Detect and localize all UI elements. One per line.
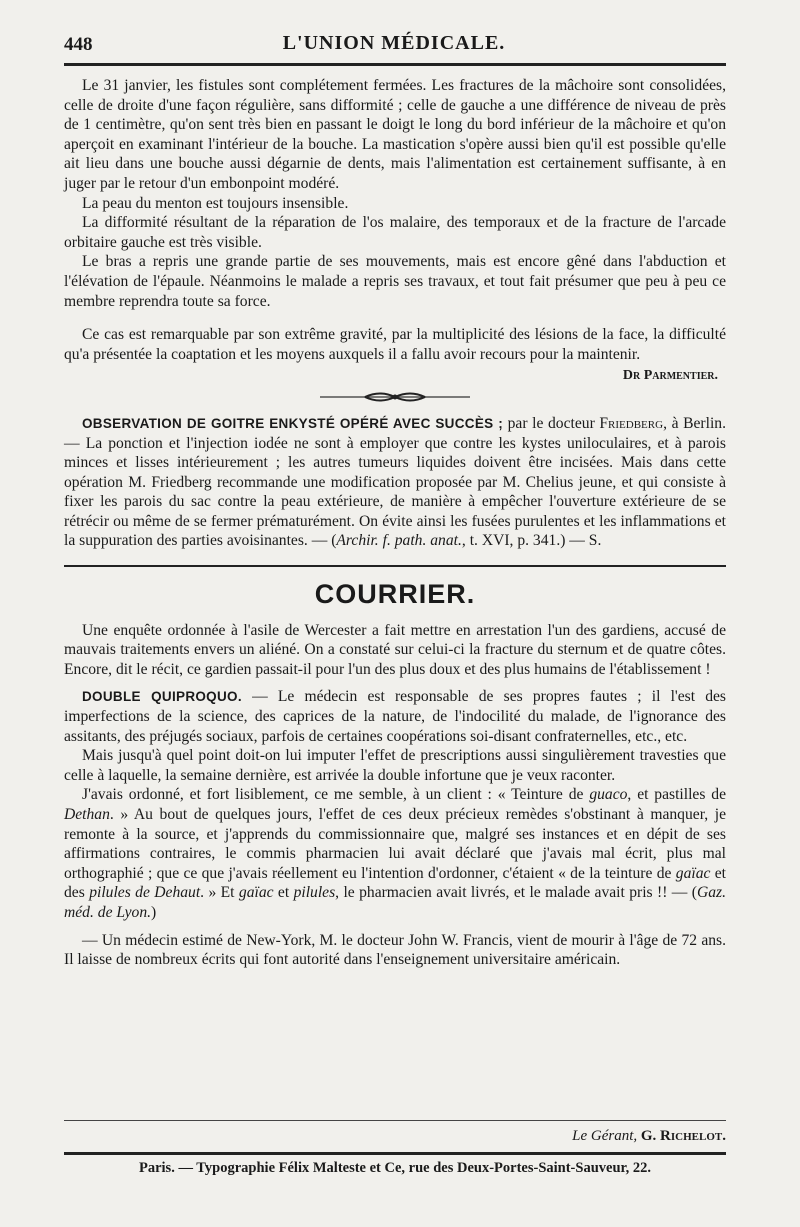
printer-imprint: Paris. — Typographie Félix Malteste et Ce, rue des Deux-Portes-Saint-Sauveur, 22.	[138, 1160, 651, 1176]
gerant-signature: Le Gérant, G. Richelot.	[572, 1128, 726, 1144]
section-title: COURRIER.	[314, 579, 476, 610]
author-signature: Dr Parmentier.	[622, 368, 718, 384]
observation-source: Archir. f. path. anat.	[336, 532, 462, 550]
observation-paragraph: OBSERVATION DE GOITRE ENKYSTÉ OPÉRÉ AVEC SUCCÈS ; par le docteur Friedberg, à Berlin. — La ponction et l'injection iodée ne sont à employer que contre les kystes uniloculaires, et à parois minces et lisses intérieurement ; les autres tumeurs liquides doivent être incisées. Mais dans cette opération M. Friedberg recommande une modification proposée par M. Chelius jeune, et qui consiste à fixer les parois du sac contre la peau extérieure, de manière à empêcher l'ouverture extérieure de se rétrécir ou même de se fermer prématurément. On évite ainsi les fusées purulentes et les inflammations et la suppuration des parties avoisinantes. — (Archir. f. path. anat., t. XVI, p. 341.) — S.	[64, 414, 726, 550]
courrier-paragraph-2: DOUBLE QUIPROQUO. — Le médecin est responsable de ses propres fautes ; il l'est des imperfections de la science, des caprices de la nature, de l'indocilité du malade, de l'ignorance des assitants, des préjugés sociaux, parfois de certaines coopérations soi-disant confraternelles, etc., etc.	[64, 688, 727, 745]
case-paragraph-2: La peau du menton est toujours insensible.	[82, 194, 349, 212]
observation-author: Friedberg	[599, 414, 664, 432]
journal-title: L'UNION MÉDICALE.	[282, 32, 506, 54]
courrier-paragraph-4: J'avais ordonné, et fort lisiblement, ce me semble, à un client : « Teinture de guaco, et pastilles de Dethan. » Au bout de quelques jours, l'effet de ces deux précieux remèdes s'obstinant à manquer, je remonte à la source, et j'apprends du commissionnaire que, malgré ses instances et en dépit de ses affirmations contraires, le commis pharmacien lui avait déclaré que j'avais mal écrit, plus mal orthographié ; que ce que j'avais réellement eu l'intention d'ordonner, c'étaient « de la teinture de gaïac et des pilules de Dehaut. » Et gaïac et pilules, le pharmacien avait livrés, et le malade avait pris !! — (Gaz. méd. de Lyon.)	[64, 786, 727, 921]
case-paragraph-5: Ce cas est remarquable par son extrême gravité, par la multiplicité des lésions de la face, la difficulté qu'a présentée la coaptation et les moyens auxquels il a fallu avoir recours pour la maintenir.	[64, 326, 726, 363]
page-number: 448	[64, 34, 93, 55]
case-paragraph-4: Le bras a repris une grande partie de ses mouvements, mais est encore gêné dans l'abduction et l'élévation de l'épaule. Néanmoins le malade a repris ses travaux, et tout fait présumer que peu à peu ce membre reprendra toute sa force.	[64, 253, 726, 310]
case-paragraph-3: La difformité résultant de la réparation de l'os malaire, des temporaux et de la fracture de l'arcade orbitaire gauche est très visible.	[64, 214, 726, 251]
quiproquo-title: DOUBLE QUIPROQUO.	[82, 689, 242, 705]
courrier-paragraph-1: Une enquête ordonnée à l'asile de Wercester a fait mettre en arrestation l'un des gardiens, accusé de mauvais traitements envers un aliéné. On a constaté sur celui-ci la fracture du sternum et de quatre côtes. Encore, dit le récit, ce gardien passait-il pour l'un des plus doux et des plus humains de l'établissement !	[64, 621, 726, 678]
header-rule	[64, 63, 726, 66]
printer-rule	[64, 1152, 726, 1155]
courrier-section	[64, 565, 726, 970]
ornament-divider	[64, 390, 726, 404]
article-body	[64, 76, 726, 970]
case-paragraph-1: Le 31 janvier, les fistules sont complétement fermées. Les fractures de la mâchoire sont consolidées, celle de droite d'une façon régulière, sans difformité ; celle de gauche a une différence de niveau de près de 1 centimètre, qu'on sent très bien en passant le doigt le long du bord inférieur de la mâchoire et qu'on aperçoit en examinant l'intérieur de la bouche. La mastication s'opère aussi bien qu'il est possible qu'elle ait lieu dans une bouche aussi dégarnie de dents, mais l'alimentation est certainement suffisante, à en juger par le retour d'un embonpoint modéré.	[64, 77, 726, 192]
courrier-paragraph-3: Mais jusqu'à quel point doit-on lui imputer l'effet de prescriptions aussi singulièrement travesties que celle à laquelle, la semaine dernière, est arrivée la double infortune que je veux raconter.	[64, 747, 726, 784]
footer-rule	[64, 1120, 726, 1121]
courrier-paragraph-5: — Un médecin estimé de New-York, M. le docteur John W. Francis, vient de mourir à l'âge de 72 ans. Il laisse de nombreux écrits qui font autorité dans l'enseignement universitaire américain.	[64, 931, 726, 969]
page-header	[64, 30, 724, 60]
observation-title: OBSERVATION DE GOITRE ENKYSTÉ OPÉRÉ AVEC SUCCÈS ;	[82, 415, 503, 431]
